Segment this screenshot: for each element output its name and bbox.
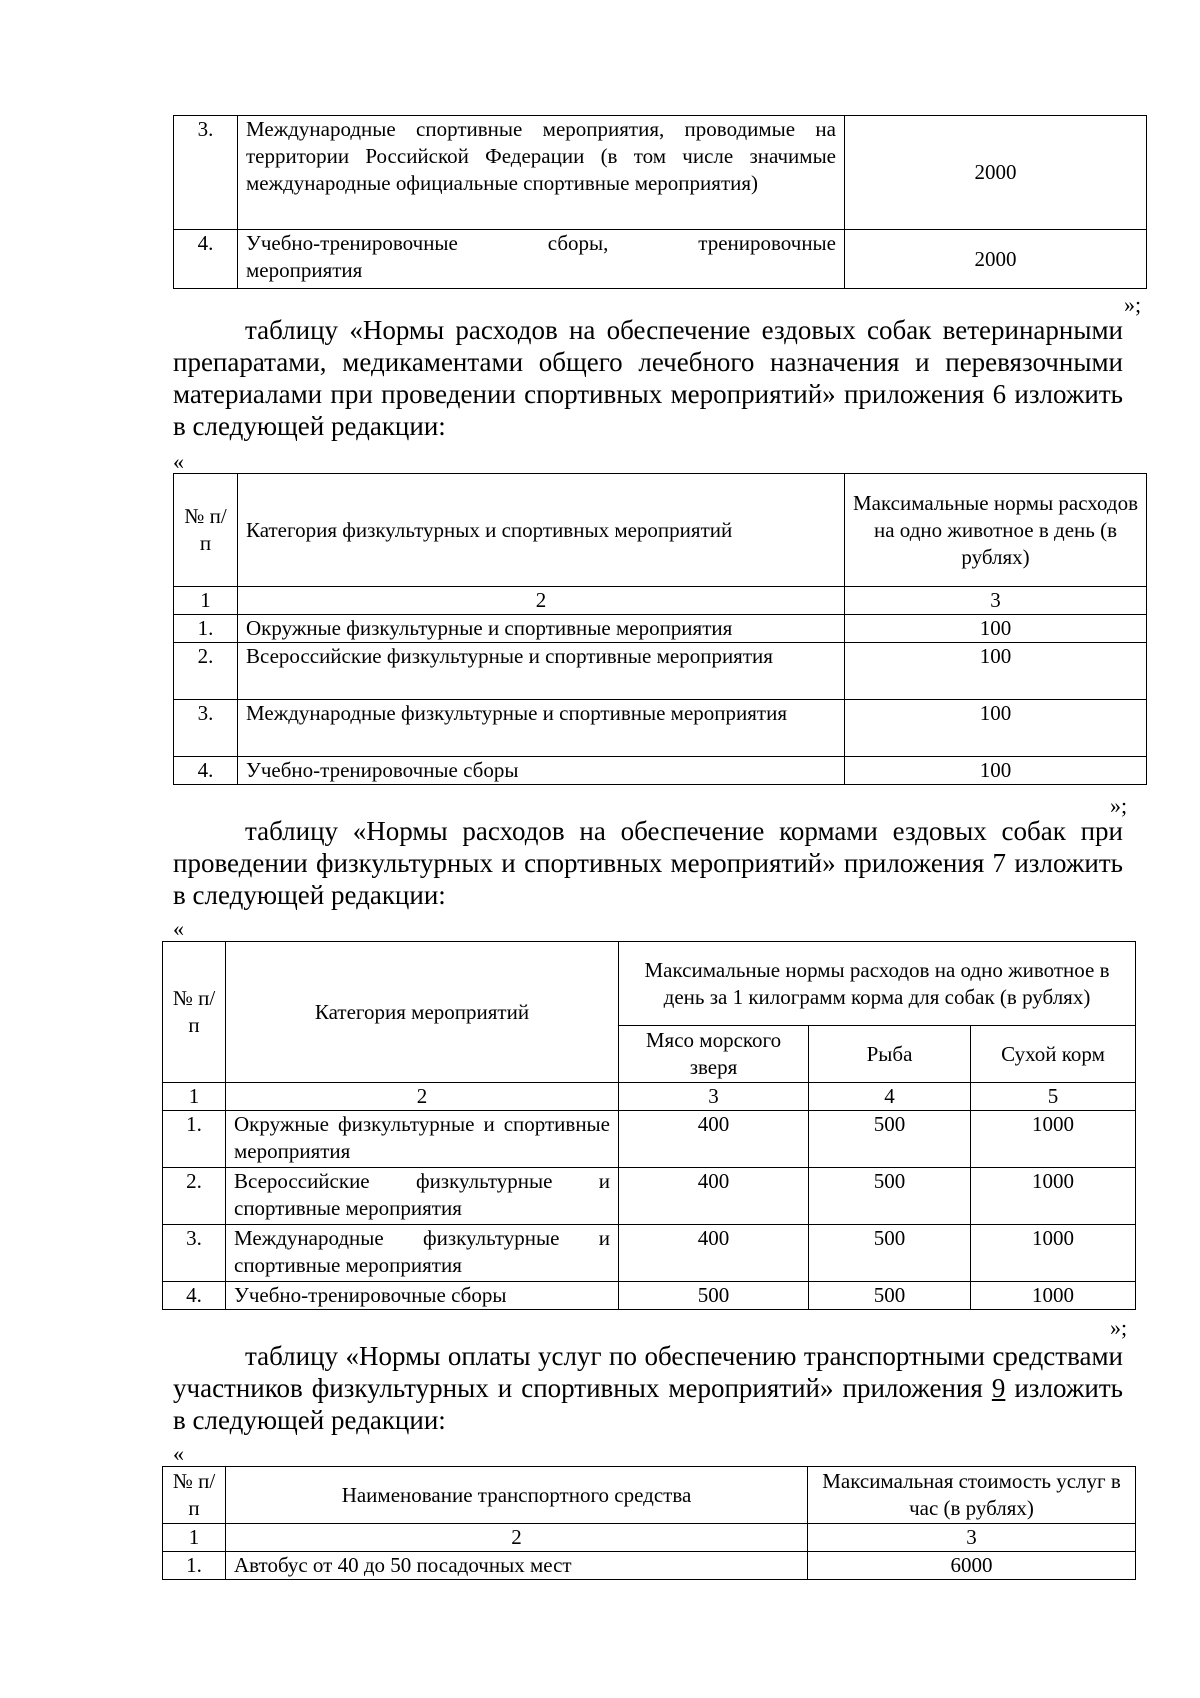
row-number: 3. bbox=[174, 116, 238, 230]
header-meat: Мясо морского зверя bbox=[619, 1026, 809, 1083]
col-number: 2 bbox=[226, 1083, 619, 1111]
row-fish: 500 bbox=[809, 1225, 971, 1282]
column-number-row bbox=[163, 1524, 1136, 1552]
table-row bbox=[174, 116, 1147, 230]
header-norm: Максимальные нормы расходов на одно животное в день за 1 килограмм корма для собак (в рублях) bbox=[619, 942, 1136, 1026]
row-number: 3. bbox=[174, 700, 238, 757]
column-number-row bbox=[174, 587, 1147, 615]
paragraph-text: таблицу «Нормы оплаты услуг по обеспечению транспортными средствами участников физкультурных и спортивных мероприятий» приложения bbox=[173, 1341, 1123, 1403]
row-text: Международные физкультурные и спортивные мероприятия bbox=[238, 700, 845, 757]
col-number: 1 bbox=[163, 1083, 226, 1111]
row-number: 1. bbox=[163, 1111, 226, 1168]
appendix-number: 9 bbox=[991, 1373, 1006, 1403]
row-number: 1. bbox=[174, 615, 238, 643]
row-number: 4. bbox=[163, 1282, 226, 1310]
header-num: № п/п bbox=[163, 942, 226, 1083]
row-value: 100 bbox=[845, 615, 1147, 643]
row-dry: 1000 bbox=[971, 1168, 1136, 1225]
row-value: 100 bbox=[845, 757, 1147, 785]
open-quote: « bbox=[173, 1441, 184, 1466]
row-dry: 1000 bbox=[971, 1111, 1136, 1168]
col-number: 1 bbox=[174, 587, 238, 615]
table-vet-norms bbox=[173, 473, 1147, 785]
row-text: Всероссийские физкультурные и спортивные мероприятия bbox=[238, 643, 845, 700]
header-category: Категория физкультурных и спортивных мероприятий bbox=[238, 474, 845, 587]
row-text: Окружные физкультурные и спортивные мероприятия bbox=[226, 1111, 619, 1168]
table-row bbox=[174, 700, 1147, 757]
table-row bbox=[174, 643, 1147, 700]
row-text: Автобус от 40 до 50 посадочных мест bbox=[226, 1552, 808, 1580]
row-fish: 500 bbox=[809, 1282, 971, 1310]
row-value: 2000 bbox=[845, 116, 1147, 230]
row-number: 2. bbox=[163, 1168, 226, 1225]
table-feed-norms bbox=[162, 941, 1136, 1310]
row-dry: 1000 bbox=[971, 1282, 1136, 1310]
table-header-row bbox=[163, 1467, 1136, 1524]
row-value: 100 bbox=[845, 700, 1147, 757]
close-quote: »; bbox=[1110, 1315, 1128, 1340]
header-dry-food: Сухой корм bbox=[971, 1026, 1136, 1083]
row-text: Международные физкультурные и спортивные мероприятия bbox=[226, 1225, 619, 1282]
table-row bbox=[163, 1111, 1136, 1168]
open-quote: « bbox=[173, 916, 184, 941]
table-row bbox=[163, 1552, 1136, 1580]
row-text: Окружные физкультурные и спортивные мероприятия bbox=[238, 615, 845, 643]
table-row bbox=[163, 1282, 1136, 1310]
table-transport-norms bbox=[162, 1466, 1136, 1580]
row-dry: 1000 bbox=[971, 1225, 1136, 1282]
col-number: 4 bbox=[809, 1083, 971, 1111]
row-meat: 400 bbox=[619, 1111, 809, 1168]
header-norm: Максимальные нормы расходов на одно животное в день (в рублях) bbox=[845, 474, 1147, 587]
header-num: № п/п bbox=[163, 1467, 226, 1524]
column-number-row bbox=[163, 1083, 1136, 1111]
close-quote: »; bbox=[1124, 292, 1142, 317]
table-tail bbox=[173, 115, 1147, 289]
open-quote: « bbox=[173, 449, 184, 474]
paragraph-instruction: таблицу «Нормы расходов на обеспечение кормами ездовых собак при проведении физкультурных и спортивных мероприятий» приложения 7 изложить в следующей редакции: bbox=[173, 816, 1123, 910]
header-name: Наименование транспортного средства bbox=[226, 1467, 808, 1524]
paragraph-text: изложить в следующей редакции: bbox=[173, 1373, 1123, 1435]
row-number: 3. bbox=[163, 1225, 226, 1282]
row-number: 1. bbox=[163, 1552, 226, 1580]
table-row bbox=[174, 230, 1147, 289]
col-number: 5 bbox=[971, 1083, 1136, 1111]
row-value: 100 bbox=[845, 643, 1147, 700]
header-num: № п/п bbox=[174, 474, 238, 587]
row-value: 2000 bbox=[845, 230, 1147, 289]
row-meat: 400 bbox=[619, 1225, 809, 1282]
row-fish: 500 bbox=[809, 1168, 971, 1225]
table-row bbox=[174, 615, 1147, 643]
row-number: 4. bbox=[174, 757, 238, 785]
row-number: 4. bbox=[174, 230, 238, 289]
header-category: Категория мероприятий bbox=[226, 942, 619, 1083]
row-fish: 500 bbox=[809, 1111, 971, 1168]
table-header-row bbox=[174, 474, 1147, 587]
close-quote: »; bbox=[1110, 793, 1128, 818]
table-row bbox=[174, 757, 1147, 785]
paragraph-instruction: таблицу «Нормы расходов на обеспечение ездовых собак ветеринарными препаратами, медикаментами общего лечебного назначения и перевязочными материалами при проведении спортивных мероприятий» приложения 6 изложить в следующей редакции: bbox=[173, 315, 1123, 441]
row-meat: 500 bbox=[619, 1282, 809, 1310]
col-number: 2 bbox=[238, 587, 845, 615]
col-number: 1 bbox=[163, 1524, 226, 1552]
col-number: 2 bbox=[226, 1524, 808, 1552]
table-row bbox=[163, 1225, 1136, 1282]
paragraph-instruction bbox=[173, 1340, 1123, 1436]
col-number: 3 bbox=[619, 1083, 809, 1111]
row-text: Учебно-тренировочные сборы bbox=[226, 1282, 619, 1310]
row-value: 6000 bbox=[808, 1552, 1136, 1580]
row-text: Учебно-тренировочные сборы, тренировочные мероприятия bbox=[238, 230, 845, 289]
table-header-row bbox=[163, 942, 1136, 1026]
col-number: 3 bbox=[808, 1524, 1136, 1552]
header-cost: Максимальная стоимость услуг в час (в рублях) bbox=[808, 1467, 1136, 1524]
header-fish: Рыба bbox=[809, 1026, 971, 1083]
row-text: Всероссийские физкультурные и спортивные мероприятия bbox=[226, 1168, 619, 1225]
row-text: Учебно-тренировочные сборы bbox=[238, 757, 845, 785]
table-row bbox=[163, 1168, 1136, 1225]
col-number: 3 bbox=[845, 587, 1147, 615]
row-number: 2. bbox=[174, 643, 238, 700]
row-meat: 400 bbox=[619, 1168, 809, 1225]
row-text: Международные спортивные мероприятия, проводимые на территории Российской Федерации (в том числе значимые международные официальные спортивные мероприятия) bbox=[238, 116, 845, 230]
